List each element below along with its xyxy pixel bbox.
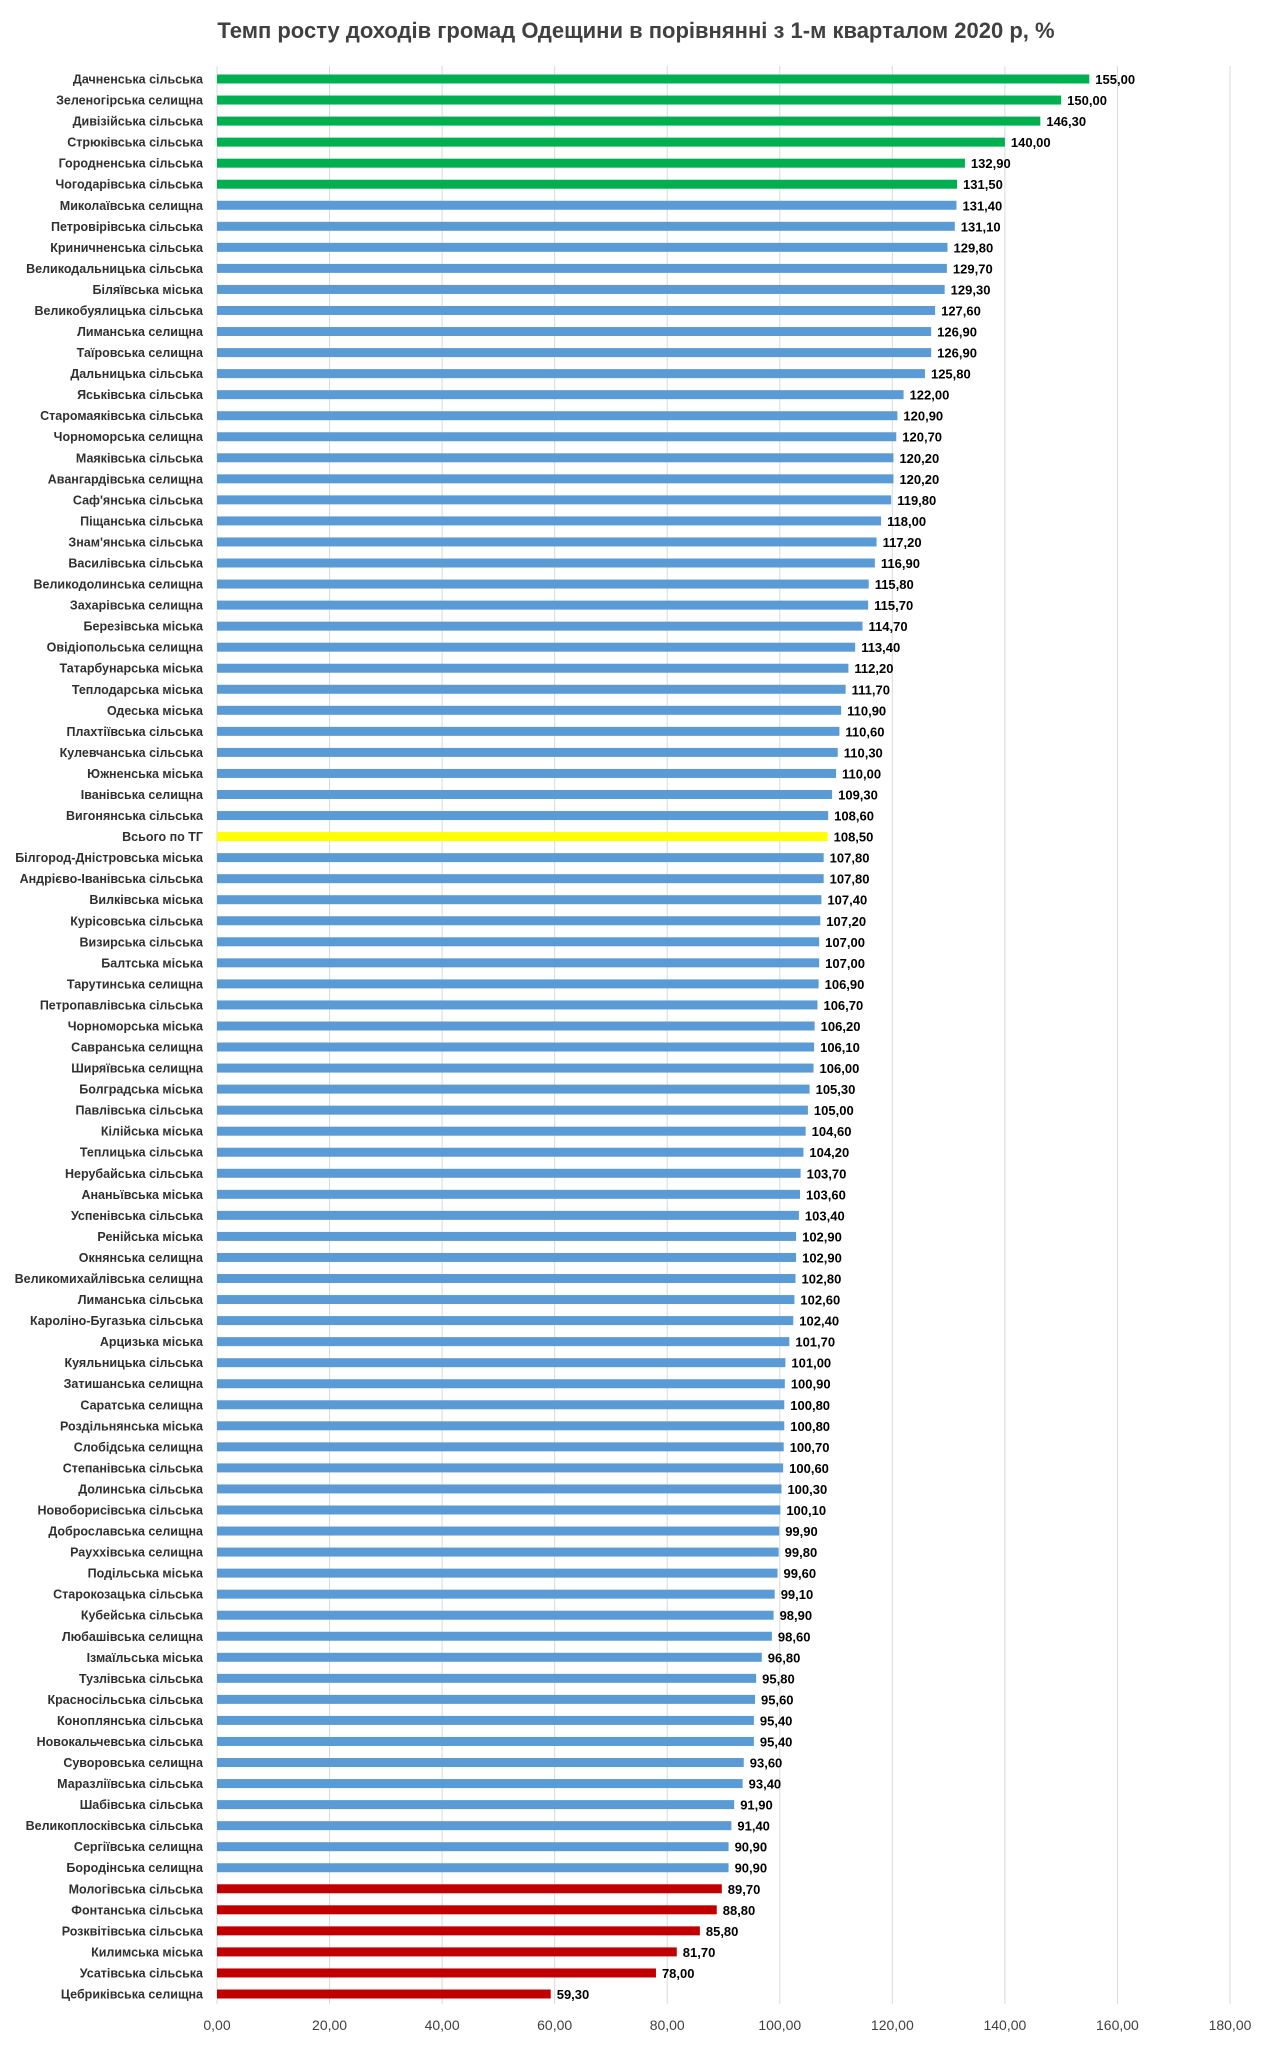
data-label: 90,90 <box>734 1839 768 1855</box>
data-label: 131,10 <box>960 219 1001 235</box>
data-label: 111,70 <box>851 682 890 698</box>
category-label: Чорноморська міська <box>67 1019 203 1034</box>
category-label: Тарутинська селищна <box>66 977 203 992</box>
category-label: Великобуялицька сільська <box>34 303 203 318</box>
bar <box>217 853 824 862</box>
category-label: Великоплосківська сільська <box>25 1819 203 1834</box>
data-label: 95,80 <box>762 1671 795 1687</box>
data-label: 119,80 <box>897 492 937 508</box>
category-label: Ананьївська міська <box>81 1187 203 1202</box>
category-label: Великодальницька сільська <box>26 261 203 276</box>
category-label: Подільська міська <box>87 1566 203 1581</box>
data-label: 106,90 <box>824 976 865 992</box>
bar <box>217 1021 815 1030</box>
bar <box>217 1064 814 1073</box>
category-label: Піщанська сільська <box>80 514 203 529</box>
bar <box>217 1863 729 1872</box>
category-label: Вигонянська сільська <box>66 809 203 824</box>
bar <box>217 1169 801 1178</box>
x-tick-label: 20,00 <box>312 2017 348 2033</box>
bar <box>217 1737 754 1746</box>
category-label: Успенівська сільська <box>70 1208 203 1223</box>
category-label: Килимська міська <box>91 1945 203 1960</box>
bar <box>217 748 838 757</box>
chart-title: Темп росту доходів громад Одещини в порівнянні з 1-м кварталом 2020 р, % <box>217 18 1055 43</box>
data-label: 106,00 <box>819 1061 860 1077</box>
bar <box>217 306 935 315</box>
category-label: Курісовська сільська <box>70 914 203 929</box>
data-label: 99,90 <box>785 1524 818 1540</box>
bar <box>217 1148 803 1157</box>
data-label: 103,40 <box>804 1208 845 1224</box>
bar <box>217 1905 717 1914</box>
category-label: Андрієво-Іванівська сільська <box>19 872 203 887</box>
category-label: Ізмаїльська міська <box>86 1650 203 1665</box>
bar <box>217 369 925 378</box>
category-label: Миколаївська селищна <box>59 198 203 213</box>
bar <box>217 1884 722 1893</box>
category-label: Маразліївська сільська <box>57 1777 203 1792</box>
bar <box>217 1569 778 1578</box>
category-label: Старомаяківська сільська <box>40 409 203 424</box>
bar <box>217 285 945 294</box>
data-label: 103,70 <box>806 1166 847 1182</box>
data-label: 99,10 <box>780 1587 814 1603</box>
x-tick-label: 80,00 <box>649 2017 685 2033</box>
data-label: 105,00 <box>813 1103 854 1119</box>
bar <box>217 537 877 546</box>
bar <box>217 1484 781 1493</box>
bar <box>217 1253 796 1262</box>
category-label: Чорноморська селищна <box>53 430 203 445</box>
data-label: 91,90 <box>740 1797 773 1813</box>
data-label: 112,20 <box>854 661 894 677</box>
bar <box>217 1527 779 1536</box>
bar <box>217 1674 756 1683</box>
bar <box>217 1400 784 1409</box>
category-label: Стрюківська сільська <box>67 135 203 150</box>
category-label: Кулевчанська сільська <box>59 745 203 760</box>
bar <box>217 1611 774 1620</box>
category-label: Теплодарська міська <box>71 682 203 697</box>
category-label: Роздільнянська міська <box>59 1419 203 1434</box>
category-label: Савранська селищна <box>71 1040 203 1055</box>
data-label: 95,40 <box>759 1734 793 1750</box>
bar <box>217 1990 551 1999</box>
data-label: 115,80 <box>874 577 914 593</box>
category-label: Яськівська сільська <box>77 388 203 403</box>
bar <box>217 601 868 610</box>
bar <box>217 895 821 904</box>
data-label: 114,70 <box>868 619 908 635</box>
category-label: Степанівська сільська <box>62 1461 203 1476</box>
bar <box>217 1463 783 1472</box>
bar <box>217 201 956 210</box>
category-label: Новокальчевська сільська <box>36 1734 203 1749</box>
data-label: 102,80 <box>801 1271 842 1287</box>
data-label: 115,70 <box>874 598 914 614</box>
category-label: Зеленогірська селищна <box>56 93 203 108</box>
bar <box>217 96 1061 105</box>
data-label: 110,90 <box>847 703 887 719</box>
data-label: 116,90 <box>880 556 920 572</box>
category-label: Одеська міська <box>106 703 203 718</box>
category-label: Дивізійська сільська <box>72 114 203 129</box>
category-label: Татарбунарська міська <box>59 661 203 676</box>
data-label: 131,50 <box>963 177 1003 193</box>
bar <box>217 1295 794 1304</box>
bar <box>217 790 832 799</box>
category-label: Сергіївська селищна <box>73 1840 203 1855</box>
category-label: Дальницька сільська <box>70 367 203 382</box>
data-label: 129,80 <box>953 240 994 256</box>
category-label: Тузлівська сільська <box>79 1671 203 1686</box>
data-label: 107,00 <box>825 934 865 950</box>
category-label: Теплицька сільська <box>79 1145 203 1160</box>
data-label: 104,60 <box>811 1124 852 1140</box>
bar <box>217 327 931 336</box>
data-label: 59,30 <box>556 1987 590 2002</box>
data-label: 125,80 <box>930 366 971 382</box>
data-label: 102,40 <box>799 1313 840 1329</box>
data-label: 105,30 <box>815 1082 856 1098</box>
bar <box>217 1632 772 1641</box>
data-label: 126,90 <box>937 324 977 340</box>
bar <box>217 411 897 420</box>
category-label: Таїровська селищна <box>76 346 203 361</box>
bar <box>217 1316 793 1325</box>
bar <box>217 685 846 694</box>
category-label: Цебриківська селищна <box>60 1987 203 2002</box>
bar <box>217 874 824 883</box>
category-label: Іванівська селищна <box>80 787 203 802</box>
data-label: 107,00 <box>825 955 865 971</box>
data-label: 129,30 <box>950 282 991 298</box>
data-label: 107,20 <box>826 913 867 929</box>
bar <box>217 117 1040 126</box>
bar <box>217 1106 808 1115</box>
category-label: Городненська сільська <box>58 156 203 171</box>
bar <box>217 474 893 483</box>
data-label: 155,00 <box>1095 72 1136 87</box>
data-label: 102,60 <box>800 1292 841 1308</box>
bar <box>217 769 836 778</box>
bar <box>217 664 848 673</box>
data-label: 109,30 <box>838 787 878 803</box>
x-tick-label: 120,00 <box>870 2017 914 2033</box>
bar <box>217 706 841 715</box>
data-label: 90,90 <box>734 1860 768 1876</box>
data-label: 99,60 <box>783 1566 817 1582</box>
x-tick-label: 160,00 <box>1096 2017 1139 2033</box>
bar <box>217 432 896 441</box>
bar <box>217 516 881 525</box>
bar <box>217 916 820 925</box>
bar <box>217 1590 775 1599</box>
data-label: 99,80 <box>784 1545 818 1561</box>
bar <box>217 495 891 504</box>
category-label: Лиманська селищна <box>77 325 203 340</box>
category-label: Саратська селищна <box>80 1398 203 1413</box>
bar <box>217 1337 789 1346</box>
bar <box>217 1800 734 1809</box>
data-label: 120,20 <box>899 471 940 487</box>
data-label: 107,80 <box>829 871 870 887</box>
category-label: Куяльницька сільська <box>64 1356 203 1371</box>
x-tick-label: 0,00 <box>203 2017 231 2033</box>
bar <box>217 1274 796 1283</box>
category-label: Петропавлівська сільська <box>39 998 203 1013</box>
data-label: 108,60 <box>834 808 874 824</box>
bar <box>217 559 875 568</box>
x-tick-label: 40,00 <box>424 2017 460 2033</box>
data-label: 132,90 <box>970 156 1011 172</box>
category-label: Біляївська міська <box>92 282 203 297</box>
x-tick-label: 140,00 <box>983 2017 1027 2033</box>
data-label: 93,60 <box>749 1755 783 1771</box>
data-label: 122,00 <box>909 387 950 403</box>
category-label: Окнянська селищна <box>78 1250 203 1265</box>
bar <box>217 390 904 399</box>
category-label: Авангардівська селищна <box>47 472 203 487</box>
bar <box>217 180 957 189</box>
data-label: 107,40 <box>827 892 868 908</box>
category-label: Великомихайлівська селищна <box>14 1272 203 1287</box>
category-label: Старокозацька сільська <box>53 1587 203 1602</box>
x-tick-label: 180,00 <box>1208 2017 1252 2033</box>
data-label: 120,20 <box>899 450 940 466</box>
data-label: 100,80 <box>790 1418 831 1434</box>
category-label: Рауххівська селищна <box>70 1545 203 1560</box>
bar <box>217 1779 743 1788</box>
bar <box>217 1358 785 1367</box>
data-label: 81,70 <box>682 1944 716 1960</box>
category-label: Павлівська сільська <box>75 1103 203 1118</box>
data-label: 113,40 <box>861 640 901 656</box>
bar <box>217 1505 780 1514</box>
bar <box>217 1821 731 1830</box>
bar <box>217 159 965 168</box>
bar <box>217 937 819 946</box>
category-label: Вилківська міська <box>89 893 203 908</box>
category-label: Захарівська селищна <box>69 598 203 613</box>
data-label: 106,10 <box>820 1040 860 1056</box>
data-label: 150,00 <box>1067 93 1107 109</box>
category-label: Ренійська міська <box>97 1229 203 1244</box>
data-label: 100,80 <box>790 1397 831 1413</box>
bar <box>217 580 869 589</box>
bar <box>217 958 819 967</box>
data-label: 101,00 <box>791 1355 832 1371</box>
data-label: 95,60 <box>761 1692 794 1708</box>
data-label: 131,40 <box>962 198 1003 214</box>
data-label: 100,70 <box>789 1439 830 1455</box>
category-label: Петровірівська сільська <box>50 219 203 234</box>
data-label: 140,00 <box>1010 135 1051 151</box>
category-label: Маяківська сільська <box>75 451 203 466</box>
data-label: 98,90 <box>779 1608 813 1624</box>
data-label: 95,40 <box>759 1713 793 1729</box>
data-label: 88,80 <box>722 1902 756 1918</box>
category-label: Кароліно-Бугазька сільська <box>29 1314 203 1329</box>
bar <box>217 1716 754 1725</box>
category-label: Мологівська сільська <box>68 1882 203 1897</box>
data-label: 106,20 <box>820 1018 861 1034</box>
category-label: Балтська міська <box>101 956 203 971</box>
category-label: Арцизька міська <box>99 1335 203 1350</box>
data-label: 127,60 <box>941 303 981 319</box>
data-label: 107,80 <box>829 850 870 866</box>
data-label: 118,00 <box>887 513 927 529</box>
category-label: Слобідська селищна <box>73 1440 203 1455</box>
category-label: Плахтіївська сільська <box>66 724 203 739</box>
bar <box>217 1043 814 1052</box>
bar <box>217 832 828 841</box>
category-label: Великодолинська селищна <box>33 577 203 592</box>
bar <box>217 1968 656 1977</box>
category-label: Овідіопольська селищна <box>46 640 203 655</box>
bar <box>217 264 947 273</box>
data-label: 102,90 <box>802 1229 842 1245</box>
category-label: Шабівська сільська <box>79 1798 203 1813</box>
category-label: Кубейська сільська <box>80 1608 203 1623</box>
data-label: 104,20 <box>809 1145 850 1161</box>
data-label: 100,10 <box>786 1502 827 1518</box>
category-label: Фонтанська сільська <box>71 1903 203 1918</box>
data-label: 103,60 <box>806 1187 846 1203</box>
data-label: 85,80 <box>705 1923 739 1939</box>
data-label: 93,40 <box>748 1776 782 1792</box>
bar <box>217 622 863 631</box>
category-label: Білгород-Дністровська міська <box>15 851 203 866</box>
data-label: 120,70 <box>902 429 943 445</box>
category-label: Розквітівська сільська <box>61 1924 203 1939</box>
bar <box>217 1842 729 1851</box>
bar <box>217 138 1005 147</box>
category-label: Болградська міська <box>79 1082 203 1097</box>
bar <box>217 1653 762 1662</box>
bar <box>217 727 839 736</box>
category-label: Лиманська сільська <box>77 1293 203 1308</box>
category-label: Долинська сільська <box>78 1482 203 1497</box>
data-label: 89,70 <box>727 1881 761 1897</box>
category-label: Ширяївська селищна <box>71 1061 203 1076</box>
category-label: Коноплянська сільська <box>57 1713 203 1728</box>
category-label: Василівська сільська <box>68 556 203 571</box>
data-label: 110,00 <box>842 766 882 782</box>
data-label: 110,60 <box>845 724 885 740</box>
data-label: 96,80 <box>767 1650 801 1666</box>
category-label: Саф'янська сільська <box>72 493 203 508</box>
category-label: Суворовська селищна <box>63 1756 203 1771</box>
category-label: Южненська міська <box>87 766 203 781</box>
category-label: Любашівська селищна <box>61 1629 203 1644</box>
category-label: Нерубайська сільська <box>65 1166 203 1181</box>
data-label: 108,50 <box>833 829 874 845</box>
category-label: Красносільська сільська <box>47 1692 203 1707</box>
data-label: 129,70 <box>952 261 993 277</box>
data-label: 126,90 <box>937 345 977 361</box>
x-tick-label: 100,00 <box>758 2017 802 2033</box>
bar <box>217 1190 800 1199</box>
category-label: Бородінська селищна <box>66 1861 203 1876</box>
category-label: Доброславська селищна <box>48 1524 203 1539</box>
category-label: Криничненська сільська <box>50 240 203 255</box>
bar <box>217 1548 779 1557</box>
bar <box>217 1379 785 1388</box>
x-tick-label: 60,00 <box>537 2017 573 2033</box>
category-label: Березівська міська <box>83 619 203 634</box>
bar <box>217 348 931 357</box>
data-label: 100,30 <box>787 1481 828 1497</box>
data-label: 110,30 <box>843 745 883 761</box>
category-label: Всього по ТГ <box>122 830 203 845</box>
bar <box>217 1758 744 1767</box>
bar <box>217 1211 799 1220</box>
data-label: 78,00 <box>661 1965 695 1981</box>
category-label: Затишанська селищна <box>63 1377 203 1392</box>
bar <box>217 1926 700 1935</box>
bar <box>217 979 819 988</box>
category-label: Дачненська сільська <box>72 72 203 87</box>
bar <box>217 1421 784 1430</box>
category-label: Знам'янська сільська <box>68 535 203 550</box>
data-label: 106,70 <box>823 997 864 1013</box>
category-label: Чогодарівська сільська <box>55 177 203 192</box>
data-label: 91,40 <box>737 1818 770 1834</box>
bar <box>217 243 947 252</box>
data-label: 101,70 <box>795 1334 836 1350</box>
bar <box>217 643 855 652</box>
bar <box>217 1085 810 1094</box>
bar <box>217 453 893 462</box>
bar <box>217 1232 796 1241</box>
data-label: 120,90 <box>903 408 944 424</box>
category-label: Усатівська сільська <box>79 1966 203 1981</box>
bar <box>217 1442 784 1451</box>
bar <box>217 1127 806 1136</box>
category-label: Кілійська міська <box>100 1124 203 1139</box>
data-label: 117,20 <box>882 534 922 550</box>
bar <box>217 1947 677 1956</box>
bar <box>217 75 1089 84</box>
bar <box>217 222 955 231</box>
category-label: Визирська сільська <box>79 935 203 950</box>
data-label: 102,90 <box>802 1250 842 1266</box>
bar <box>217 1695 755 1704</box>
bar <box>217 811 828 820</box>
data-label: 100,60 <box>789 1460 829 1476</box>
category-label: Новоборисівська сільська <box>37 1503 203 1518</box>
bar <box>217 1000 817 1009</box>
data-label: 146,30 <box>1046 114 1087 130</box>
data-label: 98,60 <box>777 1629 811 1645</box>
data-label: 100,90 <box>790 1376 831 1392</box>
